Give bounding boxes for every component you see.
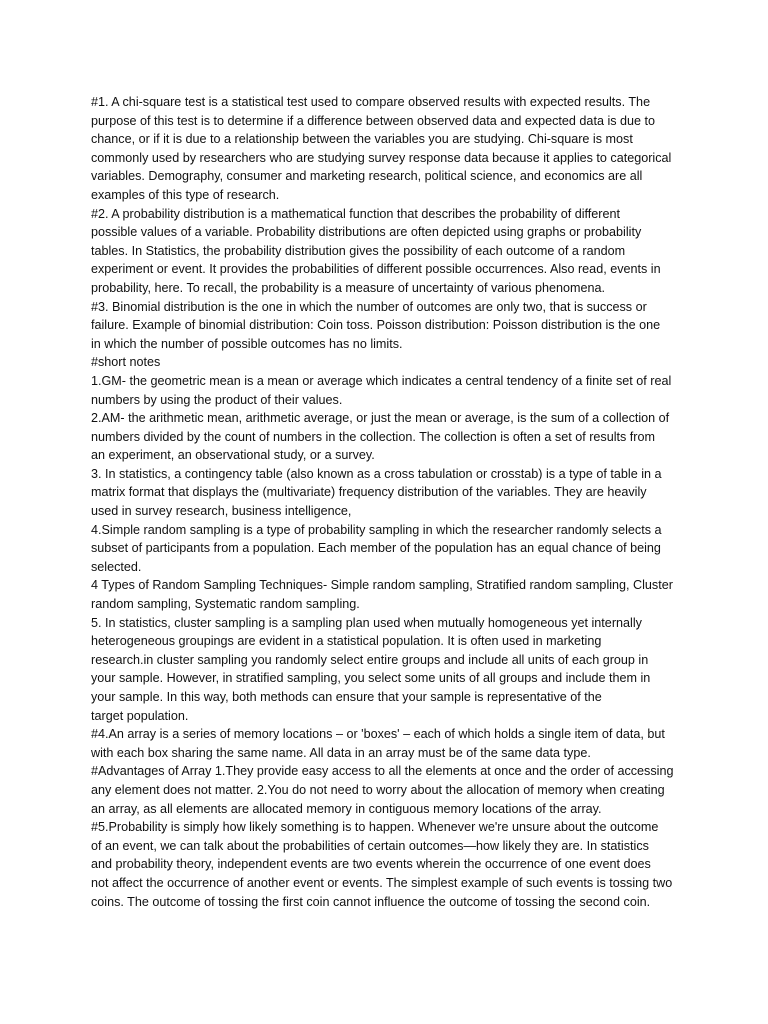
text-line: 2.AM- the arithmetic mean, arithmetic average, or just the mean or average, is the sum of a collection of [91,411,670,426]
text-line: failure. Example of binomial distribution: Coin toss. Poisson distribution: Poisson distribution is the one [91,318,661,333]
text-line: an experiment, an observational study, or a survey. [91,448,375,463]
text-line: examples of this type of research. [91,187,280,202]
text-line: target population. [91,708,189,723]
text-line: probability, here. To recall, the probability is a measure of uncertainty of various phenomena. [91,280,606,295]
text-line: #3. Binomial distribution is the one in which the number of outcomes are only two, that is success or [91,299,647,314]
text-line: #1. A chi-square test is a statistical test used to compare observed results with expected results. The [91,95,651,109]
text-line: experiment or event. It provides the probabilities of different possible occurrences. Also read, events in [91,262,661,277]
text-line: your sample. In this way, both methods can ensure that your sample is representative of the [91,690,602,704]
text-line: #2. A probability distribution is a mathematical function that describes the probability of different [91,206,621,221]
text-line: commonly used by researchers who are studying survey response data because it applies to categorical [91,150,672,165]
text-line: #5.Probability is simply how likely something is to happen. Whenever we're unsure about the outcome [91,820,659,835]
text-line: in which the number of possible outcomes has no limits. [91,336,403,351]
text-line: #4.An array is a series of memory locations – or 'boxes' – each of which holds a single item of data, but [91,727,665,742]
text-line: 1.GM- the geometric mean is a mean or average which indicates a central tendency of a finite set of real [91,373,672,388]
text-line: random sampling, Systematic random sampling. [91,597,360,612]
text-line: with each box sharing the same name. All data in an array must be of the same data type. [91,745,591,760]
section-heading: #short notes [91,355,161,370]
text-line: selected. [91,559,142,574]
text-line: 5. In statistics, cluster sampling is a sampling plan used when mutually homogeneous yet internally [91,615,642,630]
text-line: not affect the occurrence of another event or events. The simplest example of such events is tossing two [91,875,673,890]
text-line: possible values of a variable. Probability distributions are often depicted using graphs or probability [91,225,642,240]
text-line: heterogeneous groupings are evident in a statistical population. It is often used in marketing [91,634,602,649]
text-line: numbers divided by the count of numbers in the collection. The collection is often a set of results from [91,429,655,444]
text-line: 4.Simple random sampling is a type of probability sampling in which the researcher randomly selects a [91,522,662,537]
text-line: used in survey research, business intelligence, [91,504,352,519]
text-line: variables. Demography, consumer and marketing research, political science, and economics are all [91,169,643,184]
text-line: research.in cluster sampling you randomly select entire groups and include all units of each group in [91,652,649,667]
text-line: subset of participants from a population. Each member of the population has an equal chance of being [91,541,661,556]
text-line: an array, as all elements are allocated memory in contiguous memory locations of the array. [91,801,602,816]
text-line: chance, or if it is due to a relationship between the variables you are studying. Chi-square is most [91,132,633,147]
text-line: numbers by using the product of their values. [91,392,343,407]
text-line: and probability theory, independent events are two events wherein the occurrence of one event does [91,857,651,872]
text-line: #Advantages of Array 1.They provide easy access to all the elements at once and the order of accessing [91,764,674,779]
text-line: any element does not matter. 2.You do not need to worry about the allocation of memory when creating [91,782,665,797]
text-line: matrix format that displays the (multivariate) frequency distribution of the variables. They are heavily [91,485,647,500]
text-line: coins. The outcome of tossing the first coin cannot influence the outcome of tossing the second coin. [91,894,651,909]
text-line: your sample. However, in stratified sampling, you select some units of all groups and include them in [91,671,651,686]
text-line: tables. In Statistics, the probability distribution gives the possibility of each outcome of a random [91,243,626,258]
document-body [91,93,681,911]
text-line: of an event, we can talk about the probabilities of certain outcomes—how likely they are. In statistics [91,838,649,853]
text-line: purpose of this test is to determine if a difference between observed data and expected data is due to [91,113,656,128]
text-line: 4 Types of Random Sampling Techniques- Simple random sampling, Stratified random sampling, Cluster [91,578,673,593]
text-line: 3. In statistics, a contingency table (also known as a cross tabulation or crosstab) is a type of table in a [91,466,662,481]
